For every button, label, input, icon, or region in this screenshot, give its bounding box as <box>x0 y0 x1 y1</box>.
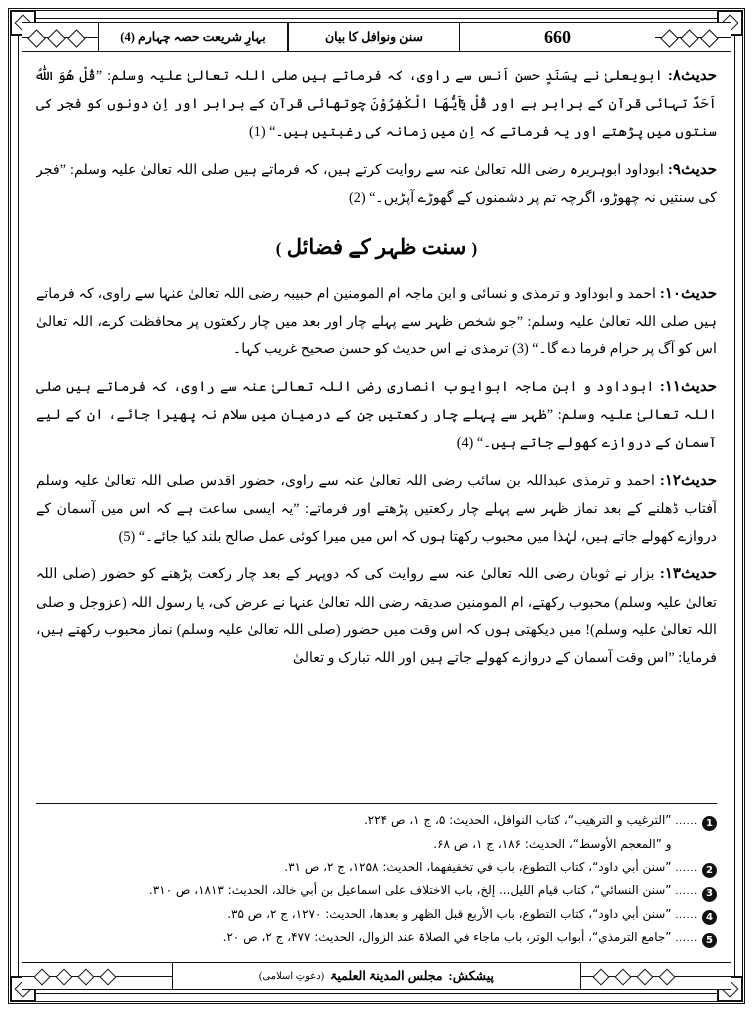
diamond-icon <box>56 969 73 986</box>
footnote-text: ”سنن النسائي“، کتاب قیام اللیل... إلخ، باب الاختلاف علی اسماعیل بن أبي خالد، الحدیث: ۱۸۱۳، ص ۳۱۰. <box>148 883 672 898</box>
footnote-divider <box>36 803 717 804</box>
hadith-label: حدیث۱۰: <box>659 285 717 302</box>
diamond-icon <box>78 969 95 986</box>
hadith-paragraph-13 <box>36 560 717 672</box>
page-header <box>22 22 731 52</box>
diamond-icon <box>67 29 85 47</box>
section-heading-open-paren: ( <box>471 238 478 258</box>
footnote-item <box>36 810 717 831</box>
footer-ornament-left <box>581 963 731 989</box>
footnote-text: ”جامع الترمذي“، أبواب الوتر، باب ماجاء في الصلاۃ عند الزوال، الحدیث: ۴۷۷، ج ۲، ص ۲۰. <box>222 929 672 944</box>
diamond-icon <box>680 29 698 47</box>
hadith-text: احمد و ترمذی عبداللہ بن سائب رضی اللہ تعالیٰ عنہ سے راوی، حضور اقدس صلی اللہ تعالیٰ علیہ وسلم آفتاب ڈھلنے کے بعد نماز ظہر سے پہلے چار رکعتیں پڑھتے اور فرماتے: ”یہ ایسی ساعت ہے کہ اس میں آسمان کے دروازے کھولے جاتے ہیں، لہٰذا میں محبوب رکھتا ہوں کہ اس میں میرا کوئی عمل صالح بلند کیا جائے۔“ (5) <box>36 472 717 545</box>
hadith-paragraph-12 <box>36 467 717 552</box>
footnote-text: ”سنن أبي داود“، کتاب التطوع، باب الأربع قبل الظھر و بعدھا، الحدیث: ۱۲۷۰، ج ۲، ص ۳۵. <box>227 906 672 921</box>
footnote-dots: ...... <box>675 885 698 898</box>
diamond-icon <box>34 969 51 986</box>
hadith-label: حدیث۱۲: <box>659 472 717 489</box>
header-ornament-right <box>22 23 98 51</box>
hadith-paragraph-11 <box>36 373 717 458</box>
hadith-label: حدیث۱۱: <box>659 379 717 396</box>
hadith-label: حدیث۸: <box>667 68 717 84</box>
diamond-icon <box>637 969 654 986</box>
footnote-number: 1 <box>702 816 717 831</box>
footer-organisation: (دعوتِ اسلامی) <box>259 970 325 982</box>
footer-prefix: پیشکش: <box>448 969 494 983</box>
footer-publisher-name: مجلس المدینۃ العلمیۃ <box>330 969 443 983</box>
header-topic-title: سنن ونوافل کا بیان <box>288 23 460 51</box>
diamond-icon <box>660 29 678 47</box>
diamond-icon <box>593 969 610 986</box>
footnote-item <box>36 857 717 878</box>
footnote-item <box>36 880 717 901</box>
footnote-number: 3 <box>702 887 717 902</box>
page-footer <box>22 962 731 990</box>
footnote-number: 2 <box>702 863 717 878</box>
hadith-text: ابوداود و ابن ماجہ ابوایوب انصاری رضی اللہ تعالیٰ عنہ سے راوی، کہ فرماتے ہیں صلی اللہ تعالیٰ علیہ وسلم: ”ظہر سے پہلے چار رکعتیں جن کے درمیان میں سلام نہ پھیرا جائے، ان کے لیے آسمان کے دروازے کھولے جاتے ہیں۔“ (4) <box>36 379 717 452</box>
footnotes-section <box>36 803 717 951</box>
footnote-number: 4 <box>702 910 717 925</box>
hadith-text: احمد و ابوداود و ترمذی و نسائی و ابن ماجہ ام المومنین ام حبیبہ رضی اللہ تعالیٰ عنہا سے راوی، کہ فرماتے ہیں صلی اللہ تعالیٰ علیہ وسلم: ”جو شخص ظہر سے پہلے چار اور بعد میں چار رکعتوں پر محافظت کرے، اللہ تعالیٰ اس کو آگ پر حرام فرما دے گا۔“ (3) ترمذی نے اس حدیث کو حسن صحیح غریب کہا۔ <box>36 285 717 358</box>
hadith-text: بزار نے ثوبان رضی اللہ تعالیٰ عنہ سے روایت کی کہ دوپہر کے بعد چار رکعت پڑھنے کو حضور (صلی اللہ تعالیٰ علیہ وسلم) محبوب رکھتے، ام المومنین صدیقہ رضی اللہ تعالیٰ عنہا نے عرض کی، یا رسول اللہ (عزوجل و صلی اللہ تعالیٰ علیہ وسلم)! میں دیکھتی ہوں کہ اس وقت میں حضور (صلی اللہ تعالیٰ علیہ وسلم) نماز محبوب رکھتے ہیں، فرمایا: ”اس وقت آسمان کے دروازے کھولے جاتے ہیں اور اللہ تبارک و تعالیٰ <box>36 566 717 666</box>
section-heading <box>36 227 717 268</box>
header-ornament-left <box>655 23 731 51</box>
section-heading-text: سنت ظہر کے فضائل <box>286 234 467 259</box>
hadith-paragraph-8 <box>36 62 717 147</box>
diamond-icon <box>659 969 676 986</box>
footnote-dots: ...... <box>675 908 698 921</box>
footnote-item <box>36 927 717 948</box>
footnote-item-continuation <box>36 833 717 855</box>
footnote-dots: ...... <box>675 931 698 944</box>
footnote-dots: ...... <box>675 814 698 827</box>
hadith-text: ابویعلیٰ نے بِسَنَدٍ حسن اَنس سے راوی، کہ فرماتے ہیں صلی اللہ تعالیٰ علیہ وسلم: ”قُلْ هُوَ اللّٰهُ اَحَدٌ تہائی قرآن کے برابر ہے اور قُلْ يٰٓاَيُّهَا الْكٰفِرُوْنَ چوتھائی قرآن کے برابر اور اِن دونوں کو فجر کی سنتوں میں پڑھتے اور یہ فرماتے کہ اِن میں زمانہ کی رغبتیں ہیں۔“ (1) <box>36 68 717 140</box>
page-number: 660 <box>544 26 571 47</box>
footnote-text: ”سنن أبي داود“، کتاب التطوع، باب في تخفیفھما، الحدیث: ۱۲۵۸، ج ۲، ص ۳۱. <box>284 860 672 874</box>
hadith-paragraph-9 <box>36 156 717 213</box>
hadith-paragraph-10 <box>36 280 717 365</box>
footer-publisher <box>172 963 581 989</box>
diamond-icon <box>700 29 718 47</box>
hadith-label: حدیث۹: <box>667 161 717 178</box>
footnote-dots: ...... <box>675 862 698 874</box>
hadith-text: ابوداود ابوہریرہ رضی اللہ تعالیٰ عنہ سے روایت کرتے ہیں، کہ فرماتے ہیں صلی اللہ تعالیٰ علیہ وسلم: ”فجر کی سنتیں نہ چھوڑو، اگرچہ تم پر دشمنوں کے گھوڑے آپڑیں۔“ (2) <box>36 161 717 206</box>
footnote-number: 5 <box>702 933 717 948</box>
diamond-icon <box>27 29 45 47</box>
footnote-text: ”الترغیب و الترھیب“، کتاب النوافل، الحدیث: ۵، ج ۱، ص ۲۲۴. <box>363 812 672 827</box>
diamond-icon <box>615 969 632 986</box>
diamond-icon <box>47 29 65 47</box>
hadith-label: حدیث۱۳: <box>659 566 717 583</box>
footer-ornament-right <box>22 963 172 989</box>
footnote-item <box>36 904 717 925</box>
section-heading-close-paren: ) <box>275 238 282 258</box>
diamond-icon <box>100 969 117 986</box>
footnote-text: و ”المعجم الأوسط“، الحدیث: ۱۸۶، ج ۱، ص ۶۸. <box>433 836 672 851</box>
header-chapter-title: بہارِ شریعت حصہ چہارم (4) <box>98 23 288 51</box>
